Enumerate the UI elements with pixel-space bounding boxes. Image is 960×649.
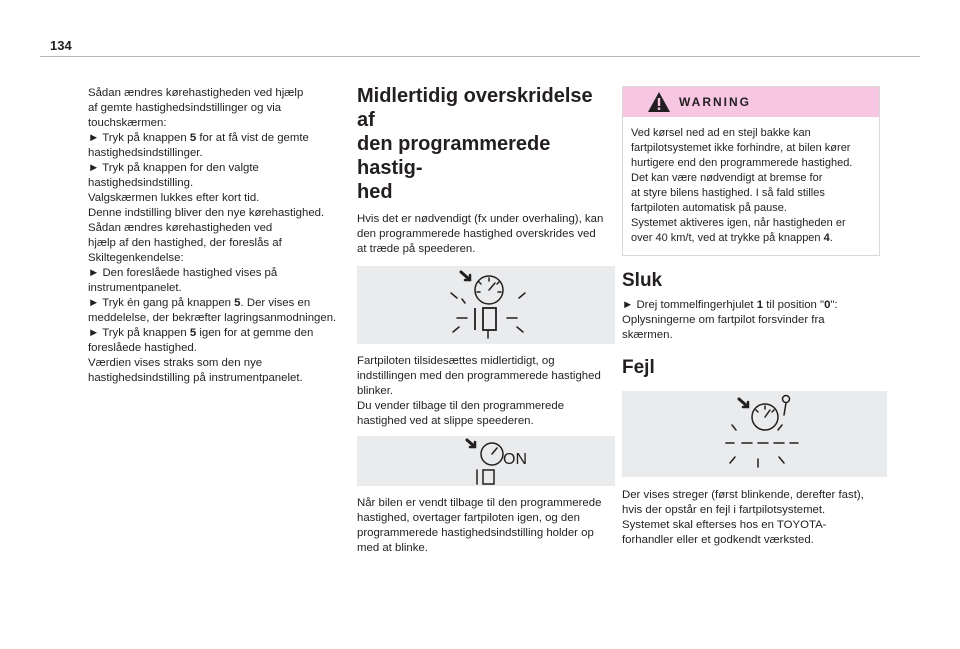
text-line: hvis der opstår en fejl i fartpilotsystemet. — [622, 504, 826, 516]
speedometer-blink-icon — [357, 266, 615, 344]
warning-box — [622, 86, 880, 256]
cruise-on-figure — [357, 436, 615, 486]
sluk-heading: Sluk — [622, 270, 663, 291]
header-rule — [40, 56, 920, 57]
speedometer-on-icon — [357, 436, 615, 486]
text-line: Værdien vises straks som den nye — [88, 357, 263, 369]
text-line: hastighed ved at slippe speederen. — [357, 415, 534, 427]
text-line: hjælp af den hastighed, der foreslås af — [88, 237, 282, 249]
bullet-item: ► Den foreslåede hastighed vises på — [88, 267, 278, 279]
text-line: at styre bilens hastighed. I så fald stilles — [631, 187, 825, 199]
text-line: hastighedsindstillinger. — [88, 147, 203, 159]
text-line: touchskærmen: — [88, 117, 167, 129]
fault-figure — [622, 391, 887, 477]
text-line: Hvis det er nødvendigt (fx under overhaling), kan — [357, 213, 604, 225]
text-line: Der vises streger (først blinkende, derefter fast), — [622, 489, 864, 501]
text-line: Fartpiloten tilsidesættes midlertidigt, og — [357, 355, 555, 367]
bullet-item: ► Tryk på knappen 5 for at få vist de gemte — [88, 132, 309, 144]
text-line: fartpiloten automatisk på pause. — [631, 202, 787, 214]
text-line: Ved kørsel ned ad en stejl bakke kan — [631, 127, 811, 139]
fejl-heading: Fejl — [622, 357, 655, 378]
text-line: Sådan ændres kørehastigheden ved hjælp — [88, 87, 304, 99]
warning-title: WARNING — [679, 95, 751, 109]
section-heading: Midlertidig overskridelse af den programmerede hastig- hed — [357, 85, 593, 203]
warning-triangle-icon — [647, 91, 671, 113]
text-line: af gemte hastighedsindstillinger og via — [88, 102, 282, 114]
text-line: Sådan ændres kørehastigheden ved — [88, 222, 273, 234]
column-3 — [622, 86, 880, 548]
bullet-item: ► Drej tommelfingerhjulet 1 til position "0": — [622, 299, 838, 311]
text-line: blinker. — [357, 385, 394, 397]
text-line: Når bilen er vendt tilbage til den programmerede — [357, 497, 602, 509]
bullet-item: ► Tryk på knappen 5 igen for at gemme den — [88, 327, 314, 339]
text-line: foreslåede hastighed. — [88, 342, 197, 354]
bullet-item: ► Tryk én gang på knappen 5. Der vises en — [88, 297, 311, 309]
text-line: Du vender tilbage til den programmerede — [357, 400, 565, 412]
text-line: skærmen. — [622, 329, 673, 341]
speed-override-figure — [357, 266, 615, 344]
text-line: Denne indstilling bliver den nye kørehastighed. — [88, 207, 325, 219]
text-line: hurtigere end den programmerede hastighed. — [631, 157, 853, 169]
text-line: forhandler eller et godkendt værksted. — [622, 534, 814, 546]
on-label: ON — [503, 451, 527, 468]
text-line: Systemet skal efterses hos en TOYOTA- — [622, 519, 827, 531]
text-line: Valgskærmen lukkes efter kort tid. — [88, 192, 260, 204]
text-line: Systemet aktiveres igen, når hastigheden er — [631, 217, 846, 229]
text-line: indstillingen med den programmerede hastighed — [357, 370, 601, 382]
text-line: at træde på speederen. — [357, 243, 476, 255]
page-number: 134 — [50, 38, 72, 53]
text-line: hastighedsindstilling på instrumentpanelet. — [88, 372, 303, 384]
text-line: meddelelse, der bekræfter lagringsanmodningen. — [88, 312, 337, 324]
column-2 — [357, 84, 615, 556]
column-1 — [88, 86, 346, 386]
text-line: over 40 km/t, ved at trykke på knappen 4. — [631, 232, 833, 244]
text-line: Det kan være nødvendigt at bremse for — [631, 172, 823, 184]
warning-header — [623, 87, 879, 117]
bullet-item: ► Tryk på knappen for den valgte — [88, 162, 259, 174]
text-line: med at blinke. — [357, 542, 428, 554]
text-line: fartpilotsystemet ikke forhindre, at bilen kører — [631, 142, 851, 154]
text-line: hastighedsindstilling. — [88, 177, 194, 189]
text-line: Skiltegenkendelse: — [88, 252, 184, 264]
speedometer-fault-icon — [622, 391, 887, 477]
text-line: programmerede hastighedsindstilling holder op — [357, 527, 594, 539]
warning-body — [623, 117, 879, 255]
text-line: instrumentpanelet. — [88, 282, 182, 294]
text-line: Oplysningerne om fartpilot forsvinder fra — [622, 314, 825, 326]
text-line: den programmerede hastighed overskrides ved — [357, 228, 596, 240]
text-line: hastighed, overtager fartpiloten igen, og den — [357, 512, 580, 524]
